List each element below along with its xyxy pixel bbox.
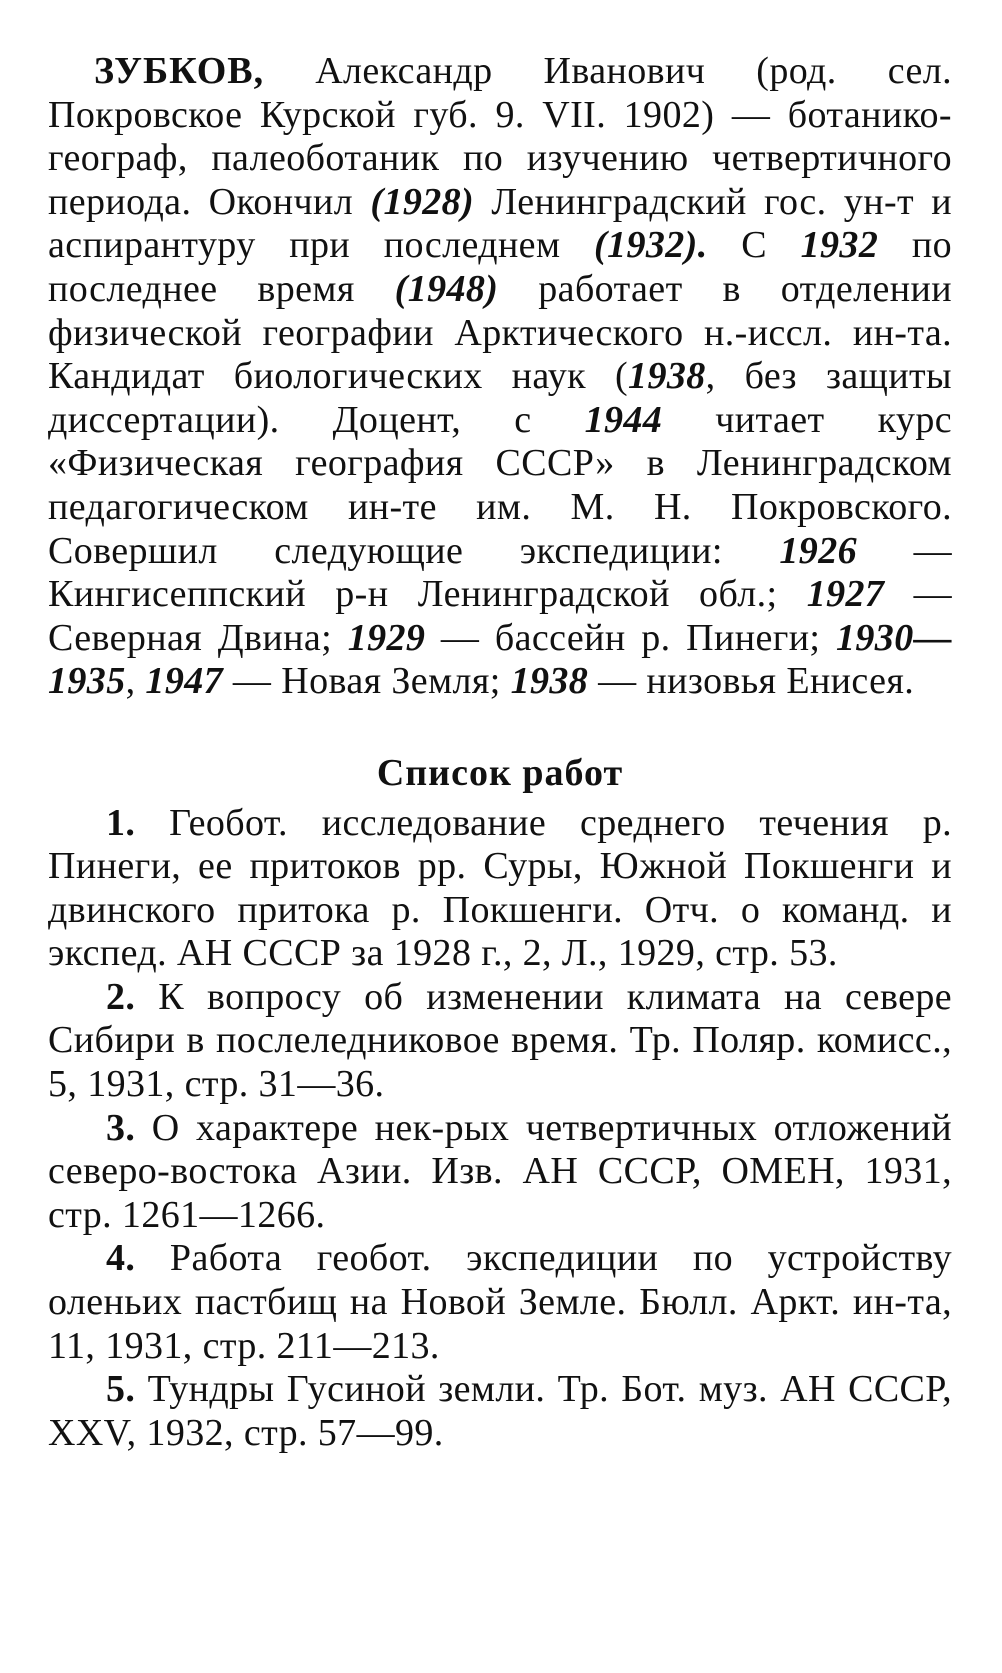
biography-text	[48, 50, 952, 702]
work-number: 4.	[106, 1237, 136, 1280]
bio-text-run: — Кингисеппский р-н Ленинградской обл.;	[48, 529, 952, 616]
bio-text-run: , без защиты диссертации). Доцент, с	[48, 355, 952, 441]
work-number: 3.	[106, 1106, 136, 1149]
bio-year: 1944	[584, 398, 663, 441]
work-citation: К вопросу об изменении климата на севере Сибири в послеледниковое время. Тр. Поляр. комисс., 5, 1931, стр. 31—36.	[48, 975, 952, 1106]
bio-text-run: ,	[125, 660, 146, 703]
bio-year: 1932	[800, 224, 879, 267]
biography-paragraph	[48, 50, 952, 704]
bio-text-run: работает в отделении физической географии Арктического н.-иссл. ин-та. Кандидат биологических наук (	[48, 267, 952, 398]
bio-text-run: по последнее время	[48, 224, 952, 310]
work-citation: Работа геобот. экспедиции по устройству оленьих пастбищ на Новой Земле. Бюлл. Аркт. ин-та, 11, 1931, стр. 211—213.	[48, 1237, 952, 1367]
bio-year: (1932).	[594, 224, 708, 267]
bio-year: (1948)	[394, 267, 499, 310]
work-item	[48, 976, 952, 1107]
bio-text-run: Ленинградский гос. ун-т и аспирантуру при последнем	[48, 180, 952, 267]
work-citation: О характере нек-рых четвертичных отложений северо-востока Азии. Изв. АН СССР, ОМЕН, 1931, стр. 1261—1266.	[48, 1106, 952, 1236]
bio-text-run: Александр Иванович (род. сел. Покровское Курской губ. 9. VII. 1902) — ботанико-географ, палеоботаник по изучению четвертичного периода. Окончил	[48, 50, 952, 223]
bio-year: 1930—1935	[48, 616, 952, 703]
bio-year: 1927	[806, 573, 885, 616]
bio-year: 1926	[779, 529, 858, 572]
work-item	[48, 802, 952, 976]
work-item	[48, 1107, 952, 1238]
work-citation: Геобот. исследование среднего течения р. Пинеги, ее притоков рр. Суры, Южной Покшенги и двинского притока р. Покшенги. Отч. о команд. и экспед. АН СССР за 1928 г., 2, Л., 1929, стр. 53.	[48, 801, 952, 975]
bio-year: (1928)	[370, 180, 475, 223]
entry-surname: ЗУБКОВ,	[94, 50, 265, 92]
bio-text-run: С	[707, 224, 801, 267]
works-section-title: Список работ	[376, 751, 624, 794]
bio-year: 1938	[510, 660, 589, 703]
bio-text-run: — низовья Енисея.	[588, 660, 915, 703]
bio-year: 1947	[145, 660, 224, 703]
work-item	[48, 1368, 952, 1455]
bio-text-run: — Новая Земля;	[223, 660, 511, 703]
bio-text-run: — Северная Двина;	[48, 573, 952, 659]
document-page	[48, 50, 952, 1455]
work-number: 5.	[106, 1368, 136, 1411]
works-list	[48, 802, 952, 1456]
work-item	[48, 1237, 952, 1368]
bio-year: 1938	[628, 355, 706, 398]
work-number: 2.	[106, 975, 136, 1018]
work-citation: Тундры Гусиной земли. Тр. Бот. муз. АН СССР, XXV, 1932, стр. 57—99.	[48, 1368, 952, 1454]
bio-text-run: — бассейн р. Пинеги;	[425, 616, 836, 659]
bio-text-run: читает курс «Физическая география СССР» в Ленинградском педагогическом ин-те им. М. Н. Покровского. Совершил следующие экспедиции:	[48, 398, 952, 572]
work-number: 1.	[106, 801, 136, 844]
bio-year: 1929	[347, 616, 426, 659]
